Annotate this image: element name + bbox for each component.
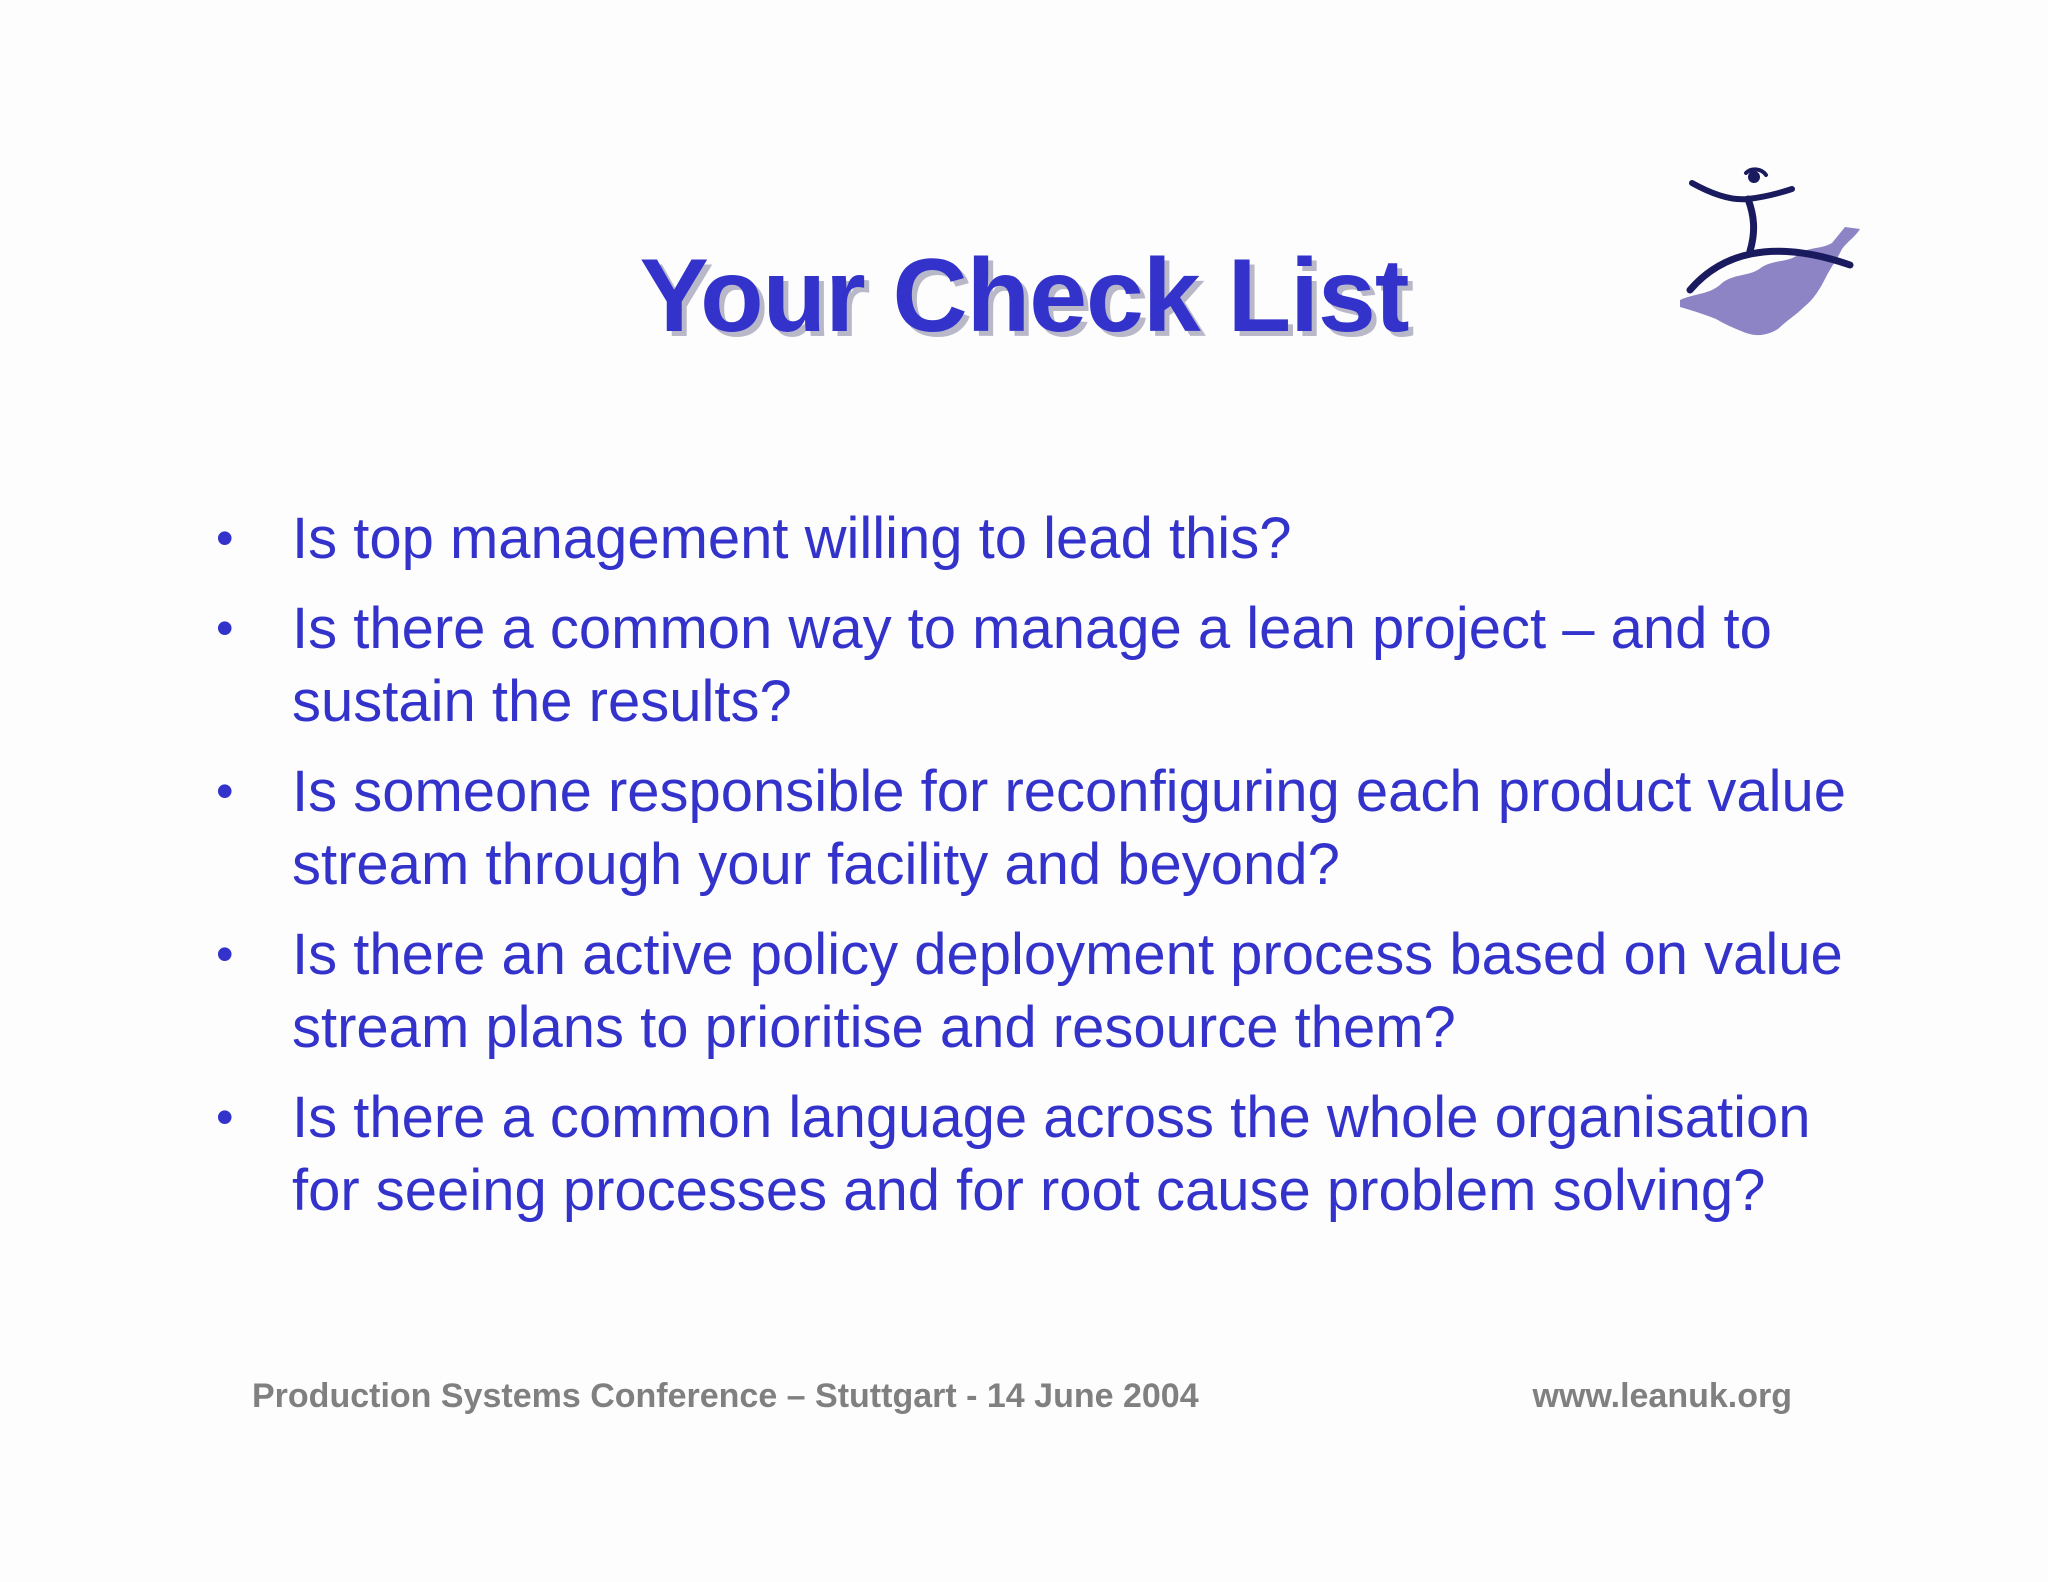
lean-enterprise-logo-icon: [1650, 165, 1870, 345]
list-item-text: Is there an active policy deployment process based on value stream plans to prioritise and resource them?: [292, 922, 1843, 1060]
bullet-marker: •: [216, 510, 234, 566]
bullet-marker: •: [216, 600, 234, 656]
list-item: [210, 592, 1850, 738]
checklist: [210, 502, 1850, 1244]
list-item-text: Is top management willing to lead this?: [292, 506, 1292, 571]
list-item-text: Is there a common way to manage a lean project – and to sustain the results?: [292, 596, 1772, 734]
list-item: [210, 918, 1850, 1064]
list-item: [210, 755, 1850, 901]
list-item-text: Is someone responsible for reconfiguring each product value stream through your facility and beyond?: [292, 759, 1847, 897]
bullet-marker: •: [216, 926, 234, 982]
list-item: [210, 1081, 1850, 1227]
bullet-marker: •: [216, 763, 234, 819]
bullet-marker: •: [216, 1089, 234, 1145]
slide-title: Your Check List: [639, 238, 1409, 354]
list-item-text: Is there a common language across the whole organisation for seeing processes and for root cause problem solving?: [292, 1085, 1811, 1223]
footer-conference: Production Systems Conference – Stuttgart - 14 June 2004: [252, 1377, 1199, 1415]
list-item: [210, 502, 1850, 575]
footer-website-link[interactable]: www.leanuk.org: [1532, 1377, 1792, 1415]
